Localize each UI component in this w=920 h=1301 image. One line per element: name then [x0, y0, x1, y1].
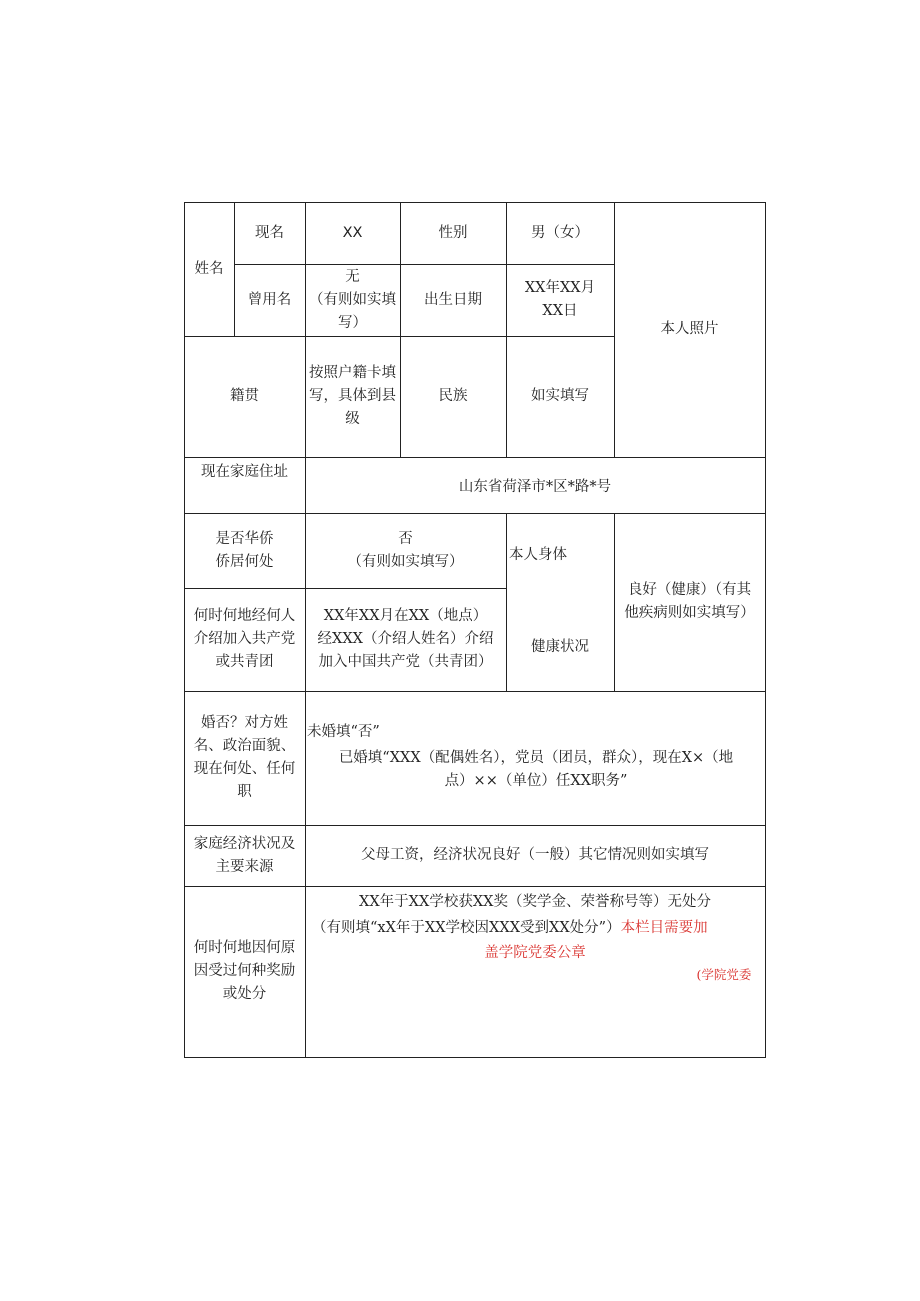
overseas-value: 否 （有则如实填写） — [347, 530, 464, 570]
current-name-label: 现名 — [255, 224, 284, 241]
economy-label: 家庭经济状况及 主要来源 — [193, 835, 296, 875]
health-value: 良好（健康）（有其 他疾病则如实填写） — [624, 582, 755, 621]
marriage-value-lines: 已婚填“XXX（配偶姓名），党员（团员，群众），现在X×（地 点）××（单位）任XX职务” — [338, 750, 734, 789]
reward-label: 何时何地因何原 因受过何种奖励 或处分 — [193, 940, 296, 1002]
party-join-value: XX年XX月在XX（地点） 经XXX（介绍人姓名）介绍 加入中国共产党（共青团） — [317, 608, 494, 670]
reward-note-line-2: 盖学院党委公章 — [484, 944, 586, 961]
marriage-label: 婚否？对方姓 名、政治面貌、 现在何处、任何 职 — [193, 715, 296, 800]
native-place-value: 按照户籍卡填 写，具体到县 级 — [309, 365, 396, 427]
gender-value: 男（女） — [531, 224, 589, 241]
grid-line — [184, 1057, 766, 1058]
former-name-value: 无 （有则如实填 写） — [309, 268, 396, 331]
photo-label: 本人照片 — [660, 321, 719, 337]
native-place-label: 籍贯 — [230, 388, 259, 404]
marriage-value-line-1: 未婚填“否” — [307, 723, 380, 740]
current-name-value: XX — [342, 224, 363, 241]
name-label: 姓名 — [194, 260, 224, 277]
grid-line — [506, 513, 507, 691]
party-committee-stamp: (学院党委 — [696, 966, 752, 982]
health-label-bottom: 健康状况 — [531, 638, 589, 655]
health-label-top: 本人身体 — [509, 546, 567, 563]
party-join-label: 何时何地经何人 介绍加入共产党 或共青团 — [193, 608, 296, 670]
birth-value: XX年XX月 XX日 — [524, 280, 596, 319]
address-label: 现在家庭住址 — [201, 463, 288, 480]
registration-form — [184, 202, 766, 1058]
ethnic-label: 民族 — [438, 388, 468, 404]
birth-label: 出生日期 — [424, 291, 482, 308]
address-value: 山东省荷泽市*区*路*号 — [458, 478, 612, 495]
photo-box — [614, 202, 765, 457]
reward-value-line-1: XX年于XX学校获XX奖（奖学金、荣誉称号等）无处分 — [359, 893, 711, 910]
grid-line — [765, 202, 766, 1058]
reward-note: 本栏目需要加 — [620, 919, 708, 936]
reward-value-line-2: （有则填“xX年于XX学校因XXX受到XX处分”） 本栏目需要加 — [312, 916, 764, 940]
economy-value: 父母工资，经济状况良好（一般）其它情况则如实填写 — [361, 847, 709, 863]
overseas-label: 是否华侨 侨居何处 — [215, 530, 274, 570]
ethnic-value: 如实填写 — [531, 388, 589, 404]
gender-label: 性别 — [438, 224, 468, 241]
former-name-label: 曾用名 — [247, 291, 292, 308]
